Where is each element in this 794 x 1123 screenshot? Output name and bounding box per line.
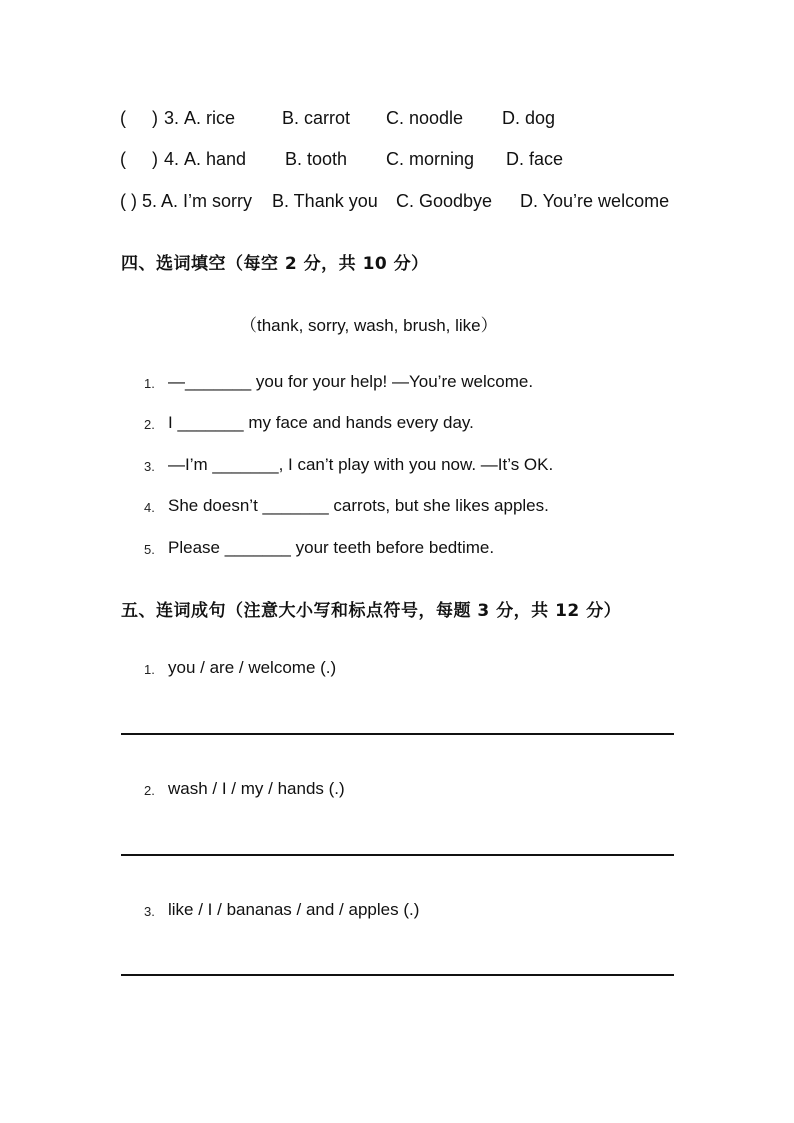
question-number: 4. bbox=[164, 149, 180, 169]
item-text[interactable]: Please _______ your teeth before bedtime. bbox=[168, 538, 495, 557]
option-b: B. Thank you bbox=[272, 191, 378, 211]
question-number: 5. bbox=[142, 191, 158, 211]
item-number: 5. bbox=[144, 542, 155, 557]
question-number: 3. bbox=[164, 108, 180, 128]
option-a: A. I’m sorry bbox=[161, 191, 253, 211]
item-text[interactable]: —_______ you for your help! —You’re welcome. bbox=[168, 372, 534, 391]
word-bank: （thank, sorry, wash, brush, like） bbox=[240, 316, 498, 335]
item-number: 3. bbox=[144, 904, 155, 919]
option-d: D. dog bbox=[502, 108, 556, 128]
answer-paren-open[interactable]: ( bbox=[120, 108, 126, 128]
item-words: you / are / welcome (.) bbox=[168, 658, 337, 677]
section4-title: 四、选词填空（每空 2 分，共 10 分） bbox=[121, 254, 429, 274]
option-a: A. hand bbox=[184, 149, 247, 169]
option-b: B. carrot bbox=[282, 108, 351, 128]
option-d: D. You’re welcome bbox=[520, 191, 670, 211]
section5-title: 五、连词成句（注意大小写和标点符号，每题 3 分，共 12 分） bbox=[121, 601, 622, 621]
item-number: 2. bbox=[144, 417, 155, 432]
item-words: wash / I / my / hands (.) bbox=[168, 779, 345, 798]
answer-paren-open[interactable]: ( bbox=[120, 149, 126, 169]
item-text[interactable]: She doesn’t _______ carrots, but she likes apples. bbox=[168, 496, 549, 515]
option-d: D. face bbox=[506, 149, 564, 169]
item-number: 4. bbox=[144, 500, 155, 515]
answer-line[interactable] bbox=[121, 733, 674, 735]
option-c: C. Goodbye bbox=[396, 191, 493, 211]
option-c: C. morning bbox=[386, 149, 475, 169]
option-c: C. noodle bbox=[386, 108, 464, 128]
item-text[interactable]: —I’m _______, I can’t play with you now. —It’s OK. bbox=[168, 455, 554, 474]
answer-paren-close: ) bbox=[152, 108, 158, 128]
answer-line[interactable] bbox=[121, 854, 674, 856]
option-b: B. tooth bbox=[285, 149, 348, 169]
answer-paren[interactable]: ( ) bbox=[120, 191, 137, 211]
answer-paren-close: ) bbox=[152, 149, 158, 169]
item-number: 1. bbox=[144, 662, 155, 677]
item-words: like / I / bananas / and / apples (.) bbox=[168, 900, 420, 919]
item-number: 3. bbox=[144, 459, 155, 474]
item-number: 1. bbox=[144, 376, 155, 391]
option-a: A. rice bbox=[184, 108, 236, 128]
item-number: 2. bbox=[144, 783, 155, 798]
answer-line[interactable] bbox=[121, 974, 674, 976]
item-text[interactable]: I _______ my face and hands every day. bbox=[168, 413, 474, 432]
